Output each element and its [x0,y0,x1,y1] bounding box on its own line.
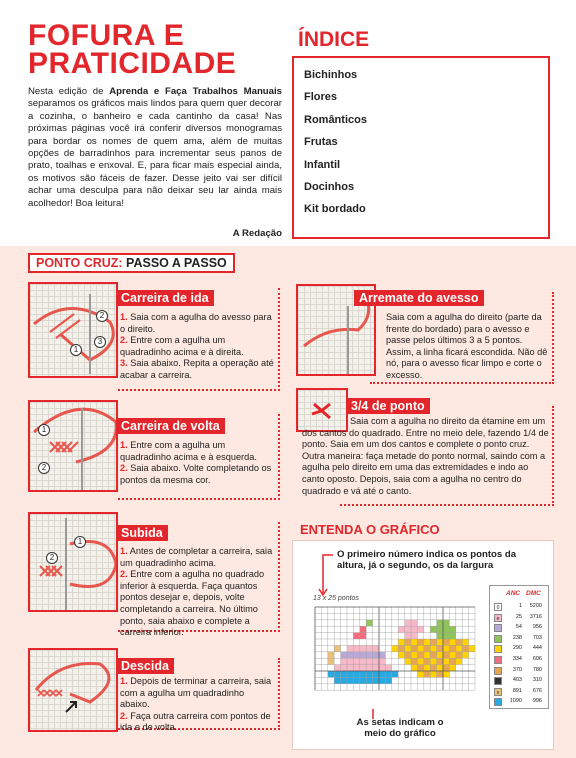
pattern-cell [437,633,443,639]
pattern-cell [373,658,379,664]
pattern-cell [366,671,372,677]
pattern-cell [341,677,347,683]
photo-carreira-ida [28,282,118,378]
index-item-frutas[interactable]: Frutas [304,136,338,149]
pattern-cell [430,671,436,677]
text-tres-quartos: Saia com a agulha no direito da étamine em um dos cantos do quadrado. Entre no meio dele, fazendo 1/4 de ponto. Saia em um dos cantos e complete o ponto cruz. Outra maneira: faça metade do ponto normal, saindo com a agulha pelo direito em uma das extremidades e indo ao canto oposto. Depois, saia com a agulha no centro do quadrado e vá até o canto. [302,416,549,496]
pattern-cell [443,633,449,639]
legend-anc: 891 [512,687,522,694]
pattern-cell [366,658,372,664]
pattern-cell [411,639,417,645]
pattern-cell [398,639,404,645]
pattern-cell [437,658,443,664]
legend-anc: 54 [515,624,522,631]
title-line-1: FOFURA E [28,19,185,52]
pattern-cell [360,633,366,639]
pattern-cell [360,626,366,632]
pattern-cell [449,633,455,639]
pattern-cell [411,645,417,651]
legend-swatch [494,635,502,643]
pattern-cell [328,671,334,677]
legend-anc: 290 [512,645,522,652]
pattern-cell [405,633,411,639]
chart-guide-title: ENTENDA O GRÁFICO [300,522,440,537]
pattern-cell [347,671,353,677]
pattern-cell [417,639,423,645]
pattern-cell [360,665,366,671]
magazine-name: Aprenda e Faça Trabalhos Manuais [109,86,283,97]
legend-dmc: 606 [532,656,542,662]
pattern-cell [353,677,359,683]
badge-3: 3 [94,336,106,348]
pattern-cell [341,652,347,658]
photo-carreira-volta [28,400,118,492]
pattern-cell [353,633,359,639]
section-title-a: PONTO CRUZ: [36,256,123,270]
pattern-cell [437,671,443,677]
pattern-cell [456,652,462,658]
pattern-cell [379,671,385,677]
pattern-cell [366,645,372,651]
section-title [28,253,235,273]
legend-dmc: 996 [532,698,542,705]
legend-dmc: 444 [532,645,542,652]
cross-stitch-pattern [313,605,483,715]
pattern-cell [360,645,366,651]
index-title: ÍNDICE [298,28,370,51]
pattern-cell [443,652,449,658]
text-arremate: Saia com a agulha do direito (parte da frente do bordado) para o avesso e passe pelos últimos 3 a 5 pontos. Assim, a linha ficará escondida. Não dê nó, para o avesso ficar limpo e corte o excesso. [386,312,548,380]
pattern-cell [360,658,366,664]
pattern-cell [392,645,398,651]
pattern-cell [443,671,449,677]
intro-paragraph [28,86,282,210]
legend-row [492,687,548,697]
legend-row [492,676,548,686]
pattern-cell [411,626,417,632]
pattern-cell [424,665,430,671]
pattern-cell [456,639,462,645]
pattern-cell [347,652,353,658]
thread-illustration-subida [30,514,118,612]
badge-1: 1 [70,344,82,356]
color-legend [489,585,549,709]
legend-swatch: v [494,688,502,696]
index-item-flores[interactable]: Flores [304,91,338,104]
legend-swatch [494,645,502,653]
legend-anc: 1 [518,603,522,609]
legend-swatch [494,667,502,675]
legend-dmc: 676 [532,687,542,694]
legend-row [492,634,548,644]
legend-row [492,655,548,665]
pattern-cell [405,645,411,651]
pattern-cell [373,677,379,683]
pattern-cell [353,665,359,671]
pattern-cell [469,645,475,651]
pattern-cell [430,639,436,645]
legend-swatch [494,677,502,685]
legend-row [492,623,548,633]
pattern-cell [353,639,359,645]
chart-guide-note: O primeiro número indica os pontos da altura, já o segundo, os da largura [337,549,517,571]
pattern-cell [405,639,411,645]
pattern-cell [353,652,359,658]
pattern-cell [373,665,379,671]
pattern-cell [366,677,372,683]
badge-1: 1 [74,536,86,548]
intro-text-1: Nesta edição de [28,86,110,97]
pattern-cell [366,665,372,671]
pattern-cell [449,665,455,671]
index-item-docinhos[interactable]: Docinhos [304,180,355,193]
legend-dmc: 310 [532,677,542,684]
index-item-bichinhos[interactable]: Bichinhos [304,69,358,81]
pattern-cell [437,620,443,626]
pattern-cell [405,652,411,658]
thread-illustration-descida [30,650,118,732]
pattern-cell [353,645,359,651]
badge-2: 2 [38,462,50,474]
pattern-cell [417,658,423,664]
title-line-2: PRATICIDADE [28,47,237,80]
pattern-cell [334,671,340,677]
pattern-cell [417,645,423,651]
pattern-cell [341,658,347,664]
pattern-cell [405,620,411,626]
index-item-kit-bordado[interactable]: Kit bordado [304,203,366,216]
pattern-cell [366,620,372,626]
pattern-cell [430,645,436,651]
pattern-cell [347,645,353,651]
legend-row [492,644,548,654]
pattern-cell [366,652,372,658]
pattern-cell [430,652,436,658]
label-subida: Subida [116,525,168,541]
pattern-cell [443,620,449,626]
pattern-cell [373,645,379,651]
pattern-cell [366,639,372,645]
pattern-cell [379,652,385,658]
pattern-cell [385,671,391,677]
pattern-cell [443,639,449,645]
pattern-cell [437,652,443,658]
pattern-cell [405,626,411,632]
pattern-cell [411,658,417,664]
pattern-cell [417,665,423,671]
legend-dmc: 780 [532,666,542,673]
pattern-cell [411,633,417,639]
pattern-cell [437,639,443,645]
pattern-cell [392,671,398,677]
pattern-cell [411,620,417,626]
photo-descida [28,648,118,732]
pattern-cell [424,658,430,664]
legend-swatch: e [494,614,502,622]
pattern-cell [373,639,379,645]
section-title-b: PASSO A PASSO [122,256,227,270]
pattern-cell [430,658,436,664]
pattern-cell [437,665,443,671]
pattern-cell [373,671,379,677]
legend-anc: 370 [512,666,522,673]
pattern-cell [443,645,449,651]
pattern-cell [456,645,462,651]
chart-size-label: 13 x 25 pontos [313,595,359,602]
legend-row [492,697,548,707]
pattern-cell [411,652,417,658]
pattern-cell [443,665,449,671]
pattern-cell [456,658,462,664]
pattern-cell [360,677,366,683]
thread-illustration-volta [30,402,118,492]
pattern-cell [347,639,353,645]
index-box [292,56,550,239]
legend-dmc: 703 [532,634,542,641]
pattern-cell [462,645,468,651]
pattern-cell [411,665,417,671]
legend-swatch: 0 [494,603,502,611]
legend-anc: 238 [512,634,522,641]
label-carreira-volta: Carreira de volta [116,418,225,434]
pattern-cell [341,671,347,677]
pattern-cell [430,665,436,671]
legend-anc: 1090 [509,698,522,705]
label-carreira-ida: Carreira de ida [116,290,214,306]
legend-header-anc: ANC [506,590,521,597]
intro-text-2: separamos os gráficos mais lindos para quem quer decorar a cozinha, o banheiro e cada cantinho da casa! Nas próximas páginas você irá conferir diversos monogramas para bordar os nomes de quem ama, além de muitas opções de barradinhos para incrementar seus panos de prato, toalhas e enxoval. E, para ficar mais especial ainda, os motivos são fáceis de fazer. Desse jeito vai ser difícil achar uma desculpa para não deixar seu lar ainda mais acolhedor! Boa leitura! [28,98,282,209]
legend-anc: 25 [515,613,522,620]
pattern-cell [379,665,385,671]
pattern-cell [347,677,353,683]
pattern-cell [449,658,455,664]
pattern-cell [353,671,359,677]
pattern-cell [437,626,443,632]
legend-anc: 403 [512,677,522,684]
pattern-cell [334,677,340,683]
legend-swatch [494,624,502,632]
legend-row [492,666,548,676]
pattern-cell [398,645,404,651]
photo-subida [28,512,118,612]
pattern-cell [379,658,385,664]
text-carreira-volta: 1. Entre com a agulha um quadradinho acima e à esquerda. 2. Saia abaixo. Volte completando os pontos da mesma cor. [120,440,272,485]
label-descida: Descida [116,658,174,674]
pattern-cell [360,652,366,658]
signature: A Redação [232,228,282,239]
pattern-cell [373,652,379,658]
pattern-cell [443,658,449,664]
pattern-cell [360,671,366,677]
pattern-cell [443,626,449,632]
legend-anc: 334 [512,656,522,662]
index-item-infantil[interactable]: Infantil [304,158,341,171]
pattern-cell [424,639,430,645]
pattern-cell [405,658,411,664]
pattern-cell [417,652,423,658]
label-tres-quartos: 3/4 de ponto [346,398,430,414]
legend-swatch [494,698,502,706]
legend-row [492,602,548,612]
text-descida: 1. Depois de terminar a carreira, saia com a agulha um quadradinho abaixo. 2. Faça outra carreira com pontos de ida e de volta. [120,676,272,733]
chart-guide-box [292,540,554,750]
pattern-cell [437,645,443,651]
pattern-cell [398,652,404,658]
text-subida: 1. Antes de completar a carreira, saia um quadradinho acima. 2. Entre com a agulha no quadrado inferior à esquerda. Faça quantos pontos desejar e, depois, volte completando a carreira. No último ponto, saia abaixo e complete a carreira inferior. [120,546,273,638]
pattern-cell [328,658,334,664]
page-title [28,19,268,80]
pattern-cell [385,665,391,671]
pattern-cell [341,665,347,671]
pattern-cell [353,658,359,664]
pattern-cell [398,626,404,632]
pattern-cell [449,639,455,645]
pattern-cell [334,665,340,671]
pattern-cell [424,671,430,677]
legend-dmc: 956 [532,624,542,631]
badge-2: 2 [96,310,108,322]
pattern-cell [417,626,423,632]
legend-row [492,613,548,623]
pattern-cell [328,652,334,658]
pattern-cell [449,626,455,632]
pattern-cell [379,677,385,683]
arrows-note: As setas indicam o meio do gráfico [356,717,444,739]
pattern-cell [417,671,423,677]
pattern-cell [424,652,430,658]
pattern-cell [360,639,366,645]
badge-1: 1 [38,424,50,436]
index-item-romanticos[interactable]: Românticos [304,113,367,126]
pattern-cell [462,652,468,658]
pattern-cell [430,626,436,632]
pattern-cell [449,652,455,658]
pattern-cell [424,645,430,651]
pattern-cell [385,677,391,683]
legend-header-dmc: DMC [526,590,541,597]
thread-illustration-ida [30,284,118,378]
legend-dmc: 5200 [529,603,542,609]
badge-2: 2 [46,552,58,564]
label-arremate: Arremate do avesso [354,290,484,306]
pattern-cell [462,639,468,645]
legend-swatch [494,656,502,664]
text-carreira-ida: 1. Saia com a agulha do avesso para o direito. 2. Entre com a agulha um quadradinho acima e à direita. 3. Saia abaixo. Repita a operação até acabar a carreira. [120,312,274,380]
pattern-cell [449,645,455,651]
pattern-cell [347,665,353,671]
legend-dmc: 3716 [529,613,542,620]
pattern-cell [347,658,353,664]
pattern-cell [334,645,340,651]
